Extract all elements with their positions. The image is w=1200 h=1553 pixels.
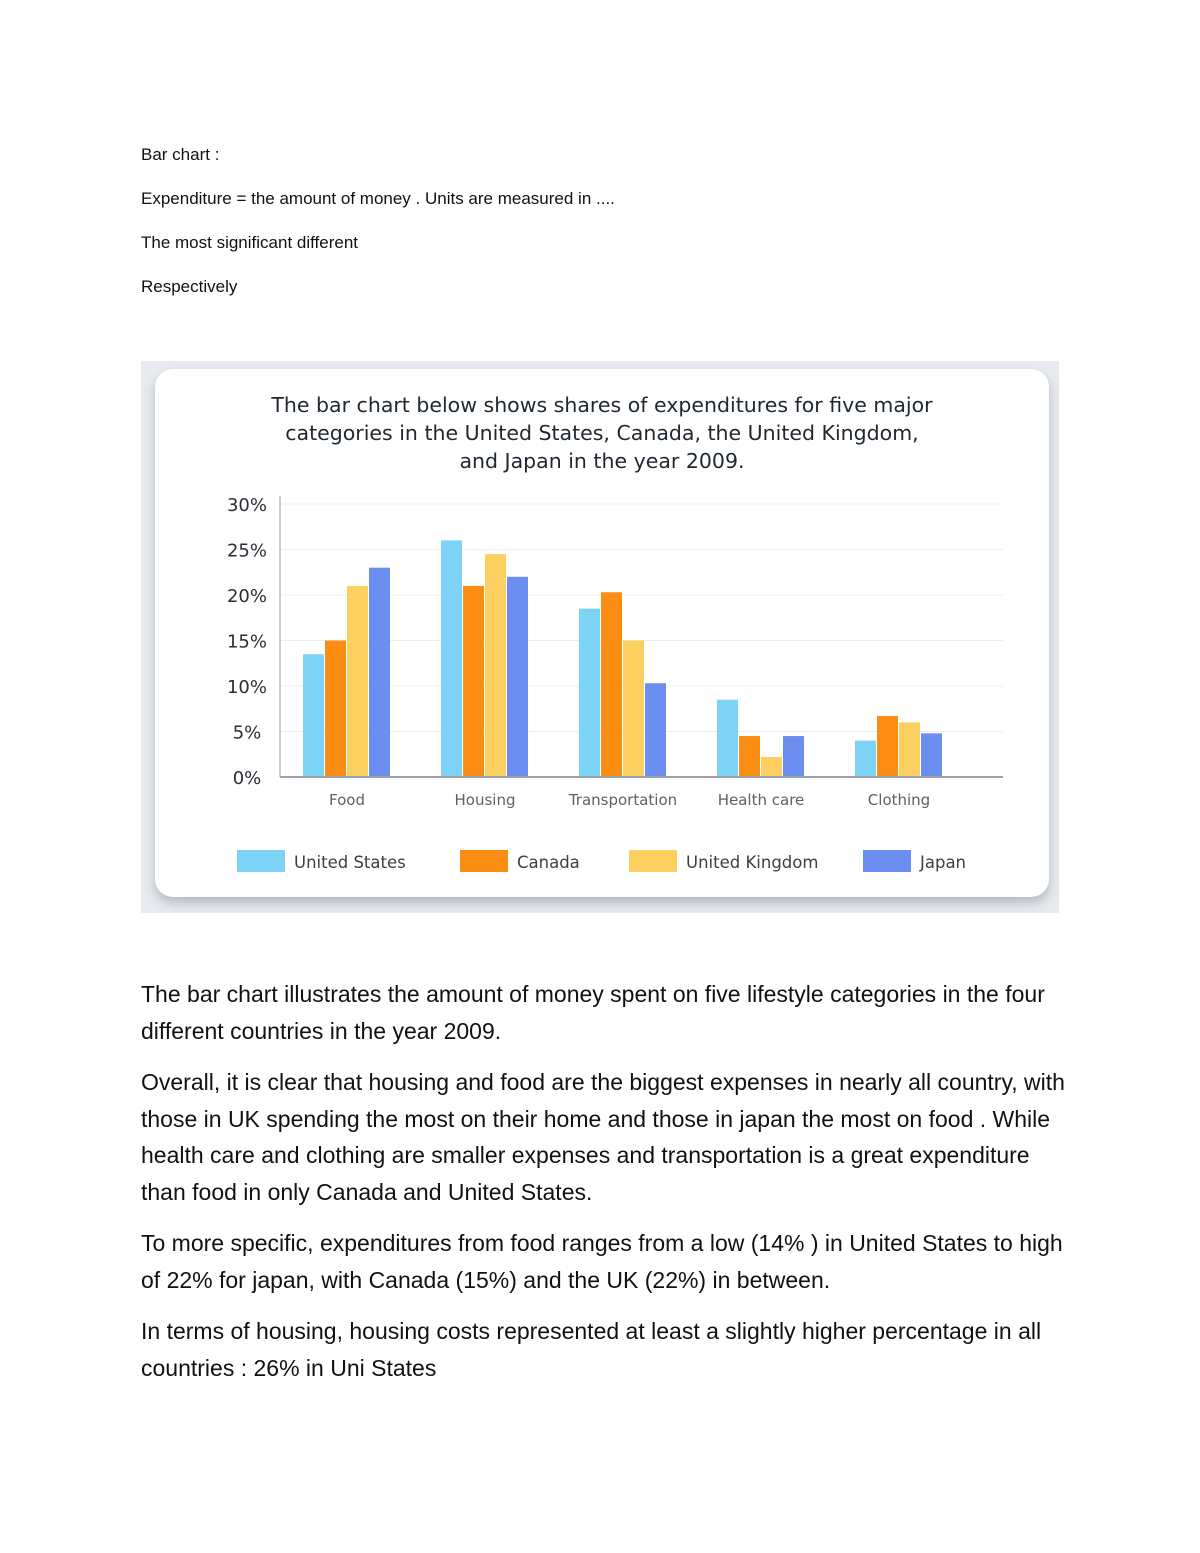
bar-japan [507, 577, 528, 777]
bar-japan [645, 683, 666, 777]
essay-paragraph: To more specific, expenditures from food ranges from a low (14% ) in United States to high of 22% for japan, with Canada (15%) and the UK (22%) in between. [141, 1230, 1063, 1293]
essay-paragraph: Overall, it is clear that housing and food are the biggest expenses in nearly all country, with those in UK spending the most on their home and those in japan the most on food . While health care and clothing are smaller expenses and transportation is a great expenditure than food in only Canada and United States. [141, 1069, 1065, 1205]
note-line: Respectively [141, 277, 238, 296]
x-tick-label: Housing [454, 791, 516, 809]
bar-japan [369, 568, 390, 777]
bar-united-kingdom [347, 586, 368, 777]
legend-swatch [629, 850, 677, 872]
chart-title-line: The bar chart below shows shares of expenditures for five major [271, 393, 933, 417]
bar-canada [463, 586, 484, 777]
bar-united-states [717, 700, 738, 777]
chart-title-line: and Japan in the year 2009. [459, 449, 745, 473]
y-tick-label: 10% [226, 677, 268, 698]
essay-paragraph: In terms of housing, housing costs represented at least a slightly higher percentage in all countries : 26% in Uni States [141, 1318, 1042, 1381]
legend-label: United States [294, 853, 406, 872]
chart-figure [141, 361, 1059, 913]
y-tick-label: 5% [232, 722, 262, 744]
bar-japan [921, 733, 942, 777]
legend-label: Japan [920, 853, 967, 872]
bar-united-states [441, 540, 462, 777]
bar-chart [155, 369, 1049, 897]
y-tick-label: 0% [232, 768, 262, 789]
note-line: Bar chart : [141, 145, 220, 164]
bar-united-states [303, 654, 324, 777]
y-tick-label: 30% [226, 495, 268, 516]
legend-label: Canada [517, 853, 580, 872]
essay-paragraph: The bar chart illustrates the amount of money spent on five lifestyle categories in the four different countries in the year 2009. [141, 981, 1045, 1044]
x-tick-label: Transportation [568, 791, 678, 809]
bar-united-states [855, 741, 876, 777]
bar-united-states [579, 609, 600, 777]
bar-united-kingdom [485, 554, 506, 777]
bar-united-kingdom [623, 641, 644, 778]
y-tick-label: 20% [226, 586, 268, 607]
x-tick-label: Clothing [867, 791, 931, 809]
x-tick-label: Health care [717, 791, 805, 809]
chart-title-line: categories in the United States, Canada, the United Kingdom, [285, 421, 919, 445]
bar-united-kingdom [761, 757, 782, 777]
x-tick-label: Food [329, 791, 365, 809]
legend-label: United Kingdom [686, 853, 819, 872]
y-tick-label: 25% [226, 540, 268, 562]
bar-japan [783, 736, 804, 777]
bar-canada [601, 592, 622, 777]
notes-section [141, 142, 1061, 318]
y-tick-label: 15% [226, 631, 268, 653]
bar-canada [877, 716, 898, 777]
note-line: The most significant different [141, 233, 359, 252]
bar-canada [325, 641, 346, 778]
essay-section [141, 976, 1071, 1401]
legend-swatch [237, 850, 285, 872]
chart-card [155, 369, 1049, 897]
legend-swatch [863, 850, 911, 872]
bar-united-kingdom [899, 722, 920, 777]
note-line: Expenditure = the amount of money . Units are measured in .... [141, 189, 615, 208]
bar-canada [739, 736, 760, 777]
legend-swatch [460, 850, 508, 872]
